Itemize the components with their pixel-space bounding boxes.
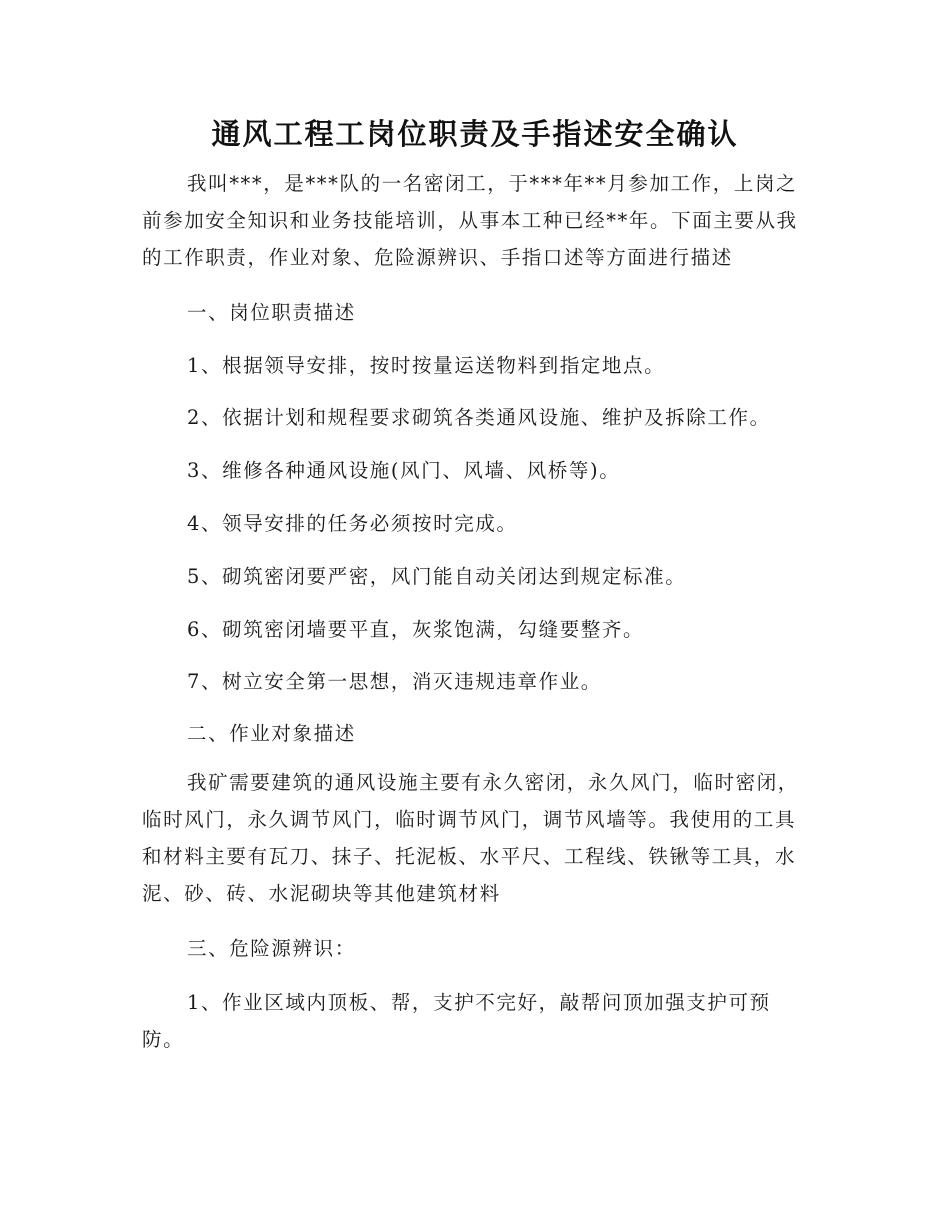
- section-heading-hazards: 三、危险源辨识：: [187, 937, 356, 960]
- duty-item: 7、树立安全第一思想，消灭违规违章作业。: [187, 670, 602, 693]
- intro-paragraph: 我叫***，是***队的一名密闭工，于***年**月参加工作，上岗之前参加安全知识和业务技能培训，从事本工种已经**年。下面主要从我的工作职责，作业对象、危险源辨识、手指口述等方面进行描述: [142, 172, 798, 269]
- duty-item: 5、砌筑密闭要严密，风门能自动关闭达到规定标准。: [187, 565, 687, 588]
- duty-item: 1、根据领导安排，按时按量运送物料到指定地点。: [187, 354, 666, 377]
- duty-item: 4、领导安排的任务必须按时完成。: [187, 512, 518, 535]
- duty-item: 6、砌筑密闭墙要平直，灰浆饱满，勾缝要整齐。: [187, 618, 645, 641]
- duty-item: 3、维修各种通风设施(风门、风墙、风桥等)。: [187, 459, 621, 482]
- duty-item: 2、依据计划和规程要求砌筑各类通风设施、维护及拆除工作。: [187, 406, 771, 429]
- document-title: 通风工程工岗位职责及手指述安全确认: [211, 117, 739, 151]
- hazard-item: 1、作业区域内顶板、帮，支护不完好，敲帮问顶加强支护可预防。: [142, 991, 771, 1051]
- section-heading-work-objects: 二、作业对象描述: [187, 722, 356, 745]
- work-objects-paragraph: 我矿需要建筑的通风设施主要有永久密闭，永久风门，临时密闭，临时风门，永久调节风门，临时调节风门，调节风墙等。我使用的工具和材料主要有瓦刀、抹子、托泥板、水平尺、工程线、铁锹等工具，水泥、砂、砖、水泥砌块等其他建筑材料: [142, 771, 799, 905]
- section-heading-duties: 一、岗位职责描述: [187, 301, 356, 324]
